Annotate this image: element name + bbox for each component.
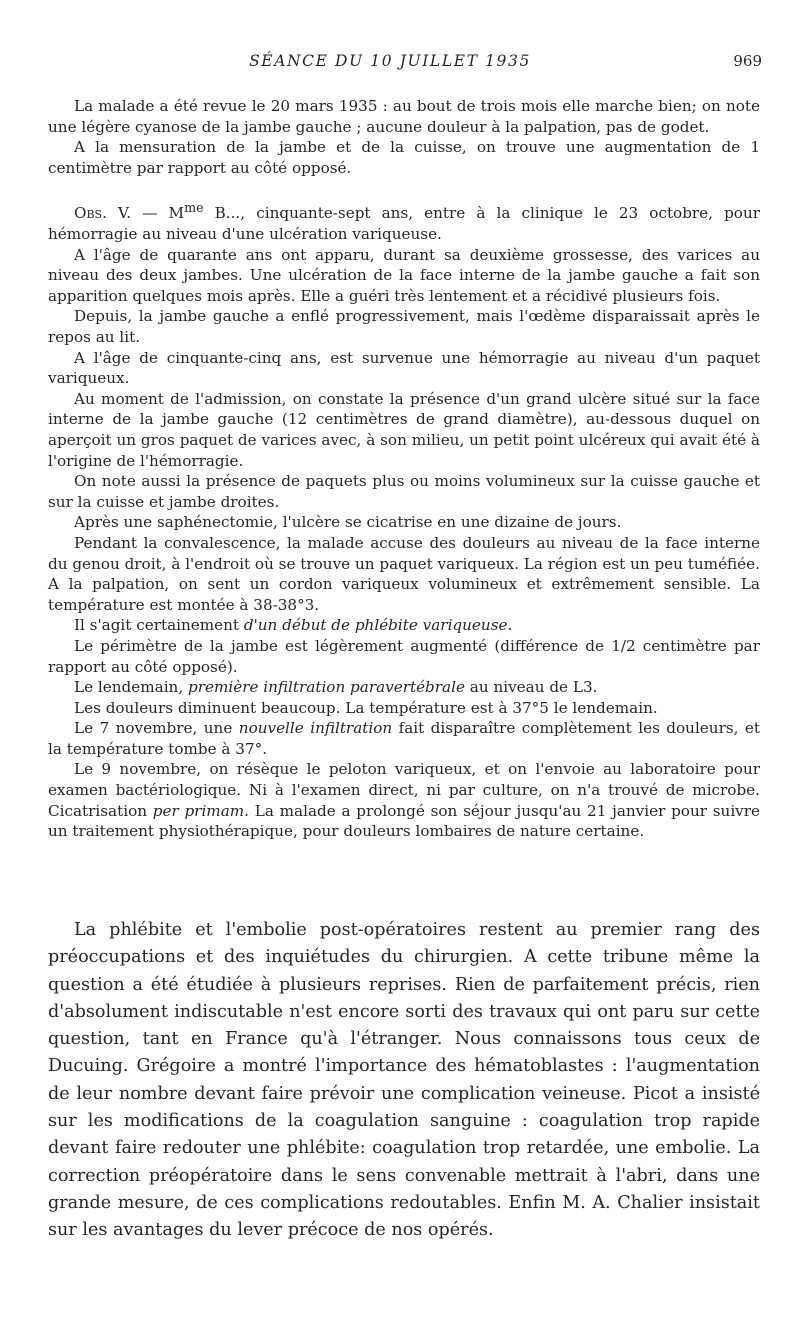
text-run: au niveau de L3. <box>464 678 598 697</box>
text-run: fait disparaître complètement les douleurs, et la température tombe à 37°. <box>48 719 761 758</box>
paragraph: La malade a été revue le 20 mars 1935 : au bout de trois mois elle marche bien; on note une légère cyanose de la jambe gauche ; aucune douleur à la palpation, pas de godet. <box>48 97 760 136</box>
case-report <box>48 96 760 842</box>
italic-text: per primam. <box>152 801 249 820</box>
text-run: La malade a prolongé son séjour jusqu'au 21 janvier pour suivre un traitement physiothérapique, pour douleurs lombaires de nature certaine. <box>48 801 761 841</box>
italic-text: première infiltration paravertébrale <box>188 678 465 697</box>
italic-text: nouvelle infiltration <box>238 719 393 738</box>
paragraph: Le périmètre de la jambe est légèrement augmenté (différence de 1/2 centimètre par rapport au côté opposé). <box>48 636 760 676</box>
discussion <box>48 917 760 1245</box>
running-title: SÉANCE DU 10 JUILLET 1935 <box>249 52 531 70</box>
paragraph <box>48 718 760 759</box>
observation-superscript: me <box>184 200 204 216</box>
paragraph: A l'âge de cinquante-cinq ans, est survenue une hémorragie au niveau d'un paquet variqueux. <box>48 348 760 388</box>
text-run: Il s'agit certainement <box>74 616 244 635</box>
text-run: Le lendemain, <box>74 678 188 697</box>
page-number: 969 <box>733 52 762 70</box>
observation-heading-paragraph <box>48 198 760 244</box>
paragraph <box>48 759 760 841</box>
paragraph: Pendant la convalescence, la malade accuse des douleurs au niveau de la face interne du genou droit, à l'endroit où se trouve un paquet variqueux. La région est un peu tuméfiée. A la palpation, on sent un cordon variqueux volumineux et extrêmement sensible. La température est montée à 38-38°3. <box>48 533 760 614</box>
paragraph: Après une saphénectomie, l'ulcère se cicatrise en une dizaine de jours. <box>74 513 622 532</box>
observation-label: Obs. V. <box>74 204 132 223</box>
observation-text: B..., cinquante-sept ans, entre à la clinique le 23 octobre, pour hémorragie au niveau d'une ulcération variqueuse. <box>48 204 760 244</box>
paragraph: Les douleurs diminuent beaucoup. La température est à 37°5 le lendemain. <box>74 698 658 717</box>
italic-text: d'un début de phlébite variqueuse. <box>243 616 513 635</box>
paragraph <box>48 677 760 698</box>
text-run: Le 9 novembre, on résèque le peloton variqueux, et on l'envoie au laboratoire pour examen bactériologique. Ni à l'examen direct, ni par culture, on n'a trouvé de microbe. Cicatrisation <box>48 760 760 820</box>
paragraph: On note aussi la présence de paquets plus ou moins volumineux sur la cuisse gauche et sur la cuisse et jambe droites. <box>48 472 760 511</box>
paragraph: A la mensuration de la jambe et de la cuisse, on trouve une augmentation de 1 centimètre par rapport au côté opposé. <box>48 138 760 177</box>
paragraph: A l'âge de quarante ans ont apparu, durant sa deuxième grossesse, des varices au niveau des deux jambes. Une ulcération de la face interne de la jambe gauche a fait son apparition quelques mois après. Elle a guéri très lentement et a récidivé plusieurs fois. <box>48 245 760 305</box>
paragraph: La phlébite et l'embolie post-opératoires restent au premier rang des préoccupations et des inquiétudes du chirurgien. A cette tribune même la question a été étudiée à plusieurs reprises. Rien de parfaitement précis, rien d'absolument indiscutable n'est encore sorti des travaux qui ont paru sur cette question, tant en France qu'à l'étranger. Nous connaissons tous ceux de Ducuing. Grégoire a montré l'importance des hématoblastes : l'augmentation de leur nombre devant faire prévoir une complication veineuse. Picot a insisté sur les modifications de la coagulation sanguine : coagulation trop rapide devant faire redouter une phlébite: coagulation trop retardée, une embolie. La correction préopératoire dans le sens convenable mettrait à l'abri, dans une grande mesure, de ces complications redoutables. Enfin M. A. Chalier insistait sur les avantages du lever précoce de nos opérés. <box>48 920 760 1241</box>
text-run: Le 7 novembre, une <box>74 719 239 738</box>
paragraph: Depuis, la jambe gauche a enflé progressivement, mais l'œdème disparaissait après le repos au lit. <box>48 307 760 346</box>
observation-dash: — M <box>131 204 185 223</box>
paragraph <box>48 615 760 636</box>
paragraph: Au moment de l'admission, on constate la présence d'un grand ulcère situé sur la face interne de la jambe gauche (12 centimètres de grand diamètre), au-dessous duquel on aperçoit un gros paquet de varices avec, à son milieu, un petit point ulcéreux qui avait été à l'origine de l'hémorragie. <box>48 389 760 470</box>
